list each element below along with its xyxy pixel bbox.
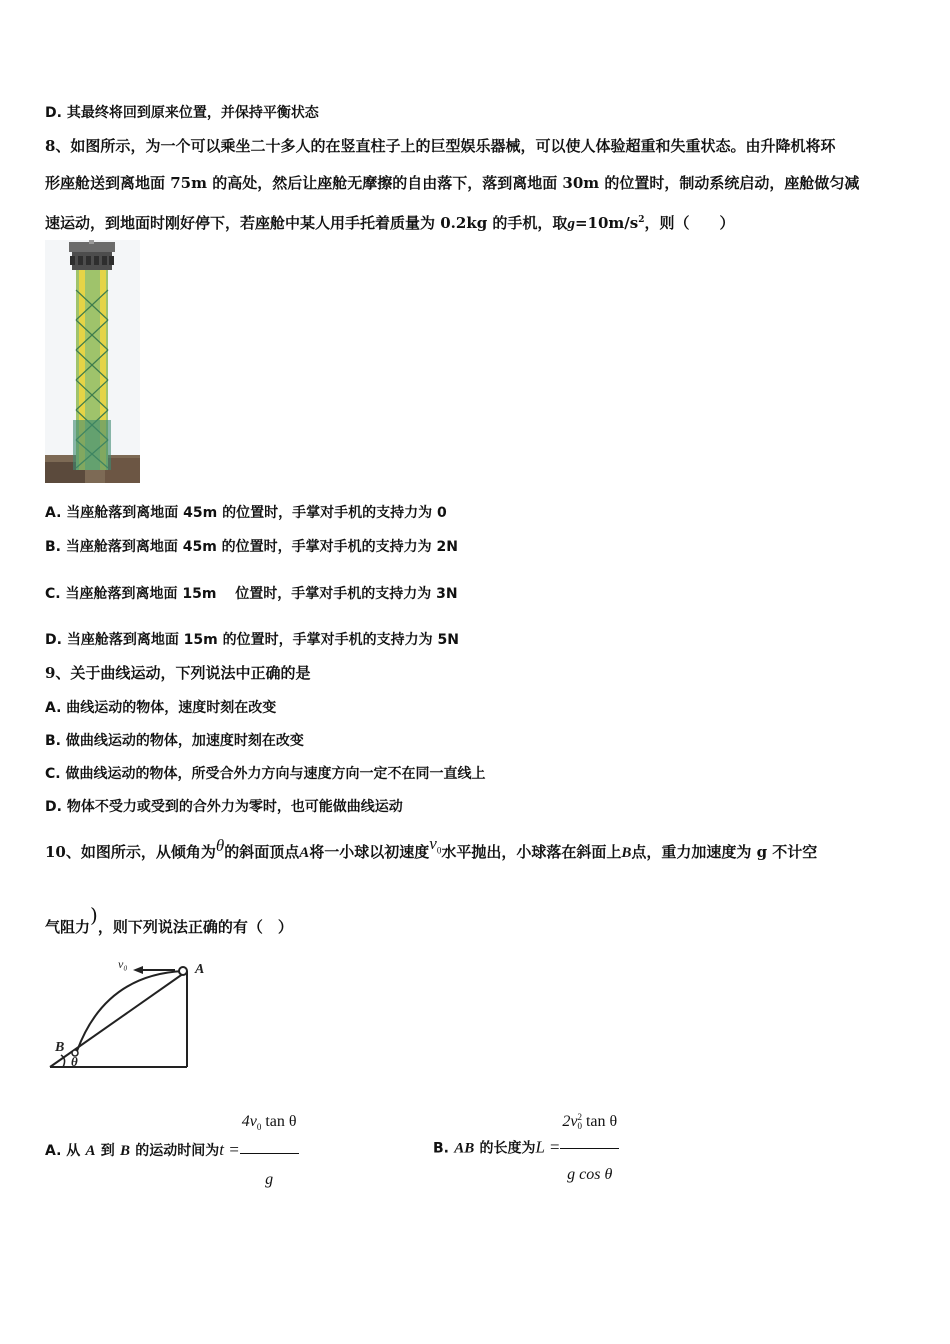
q7-option-d-text: D. 其最终将回到原来位置，并保持平衡状态 <box>45 105 319 121</box>
q10-v0-letter: v <box>429 834 437 853</box>
q9-stem: 9、关于曲线运动，下列说法中正确的是 <box>45 664 311 682</box>
q10-option-b-num-sup: 2 <box>577 1112 582 1123</box>
q10-option-b-label: 的长度为 <box>479 1140 536 1157</box>
q10-option-a-fraction <box>240 1098 299 1204</box>
q10-option-a-num-main: 4v <box>241 1113 257 1130</box>
q8-option-a-text: A. 当座舱落到离地面 45m 的位置时，手掌对手机的支持力为 0 <box>45 505 447 521</box>
q10-stem-1e: 点，重力加速度为 g 不计空 <box>631 843 818 861</box>
q8-option-c <box>45 583 458 604</box>
q8-option-a <box>45 502 447 523</box>
q8-stem-line-1: 8、如图所示，为一个可以乘坐二十多人的在竖直柱子上的巨型娱乐器械，可以使人体验超重和失重状态。由升降机将环 <box>45 137 836 155</box>
q8-stem-3c: ，则（ ） <box>644 214 735 232</box>
q8-option-b-text: B. 当座舱落到离地面 45m 的位置时，手掌对手机的支持力为 2N <box>45 539 459 555</box>
q10-stem-2a: 气阻力 <box>45 918 91 936</box>
q10-option-b-num-sub: 0 <box>577 1121 582 1132</box>
q10-option-b-num-main: 2v <box>562 1113 578 1130</box>
q10-stem-line-2 <box>45 903 293 937</box>
q10-option-b-prefix: B. <box>433 1140 449 1157</box>
incline-diagram <box>45 955 220 1073</box>
q10-option-a-lhs: t = <box>219 1140 240 1160</box>
tower-illustration <box>45 240 140 483</box>
q10-option-a-to: 到 <box>100 1143 115 1160</box>
q9-option-b-text: B. 做曲线运动的物体，加速度时刻在改变 <box>45 733 304 749</box>
figure-label-a: A <box>195 962 205 977</box>
q8-stem-line-3 <box>45 210 734 234</box>
q10-option-a-num-rest: tan θ <box>261 1113 297 1130</box>
q10-option-b-lhs: L = <box>535 1137 561 1157</box>
q10-v0-symbol <box>429 834 442 856</box>
q10-option-b-numerator <box>560 1098 619 1149</box>
q9-option-a-text: A. 曲线运动的物体，速度时刻在改变 <box>45 700 277 716</box>
q10-stem-1a: 10、如图所示，从倾角为 <box>45 843 216 861</box>
q8-option-b <box>45 536 458 557</box>
figure-label-v0: v₀ <box>118 957 128 971</box>
q9-option-c <box>45 763 485 784</box>
q7-option-d <box>45 102 319 123</box>
q10-option-a-denominator: g <box>265 1171 274 1189</box>
figure-label-theta: θ <box>71 1054 78 1069</box>
figure-label-b: B <box>55 1040 65 1055</box>
q10-option-b-ab: AB <box>454 1140 475 1157</box>
q10-option-a-prefix: A. 从 <box>45 1143 81 1160</box>
q10-incline-figure <box>45 955 220 1073</box>
q8-option-c-text: C. 当座舱落到离地面 15m 位置时，手掌对手机的支持力为 3N <box>45 586 458 602</box>
q10-option-a <box>45 1098 299 1204</box>
q10-option-a-num-sub: 0 <box>256 1122 262 1133</box>
q10-option-b <box>433 1098 619 1199</box>
q10-option-a-numerator <box>240 1098 299 1154</box>
q9-option-d-text: D. 物体不受力或受到的合外力为零时，也可能做曲线运动 <box>45 799 403 815</box>
q10-option-b-denominator: g cos θ <box>567 1166 613 1183</box>
q9-option-a <box>45 697 276 718</box>
q10-v0-sub: 0 <box>436 845 442 856</box>
q10-point-b: B <box>621 845 632 861</box>
q8-option-d <box>45 629 459 650</box>
q8-stem-3a: 速运动，到地面时刚好停下，若座舱中某人用手托着质量为 0.2kg 的手机，取 <box>45 214 568 232</box>
q8-g-value: =10m/s <box>574 214 639 232</box>
q8-g-symbol: g <box>567 216 575 232</box>
q8-stem-line-2: 形座舱送到离地面 75m 的高处，然后让座舱无摩擦的自由落下，落到离地面 30m 的位置时，制动系统启动，座舱做匀减 <box>45 174 860 192</box>
q10-paren: ) <box>90 903 98 927</box>
q9-option-c-text: C. 做曲线运动的物体，所受合外力方向与速度方向一定不在同一直线上 <box>45 766 486 782</box>
q10-option-b-fraction <box>560 1098 619 1199</box>
q10-stem-1b: 的斜面顶点 <box>224 843 300 861</box>
q10-stem-line-1 <box>45 834 818 868</box>
q8-unit-sup: 2 <box>638 215 645 225</box>
q9-option-d <box>45 796 403 817</box>
q8-option-d-text: D. 当座舱落到离地面 15m 的位置时，手掌对手机的支持力为 5N <box>45 632 459 648</box>
q10-point-a: A <box>299 845 310 861</box>
q10-option-a-label: 的运动时间为 <box>135 1143 220 1160</box>
q10-stem-1d: 水平抛出，小球落在斜面上 <box>441 843 622 861</box>
q10-stem-2b: ，则下列说法正确的有（ ） <box>97 918 293 936</box>
q8-tower-image <box>45 240 140 483</box>
q9-option-b <box>45 730 304 751</box>
q10-option-b-num-rest: tan θ <box>581 1113 618 1130</box>
q10-option-a-point-b: B <box>120 1143 131 1160</box>
q10-theta-symbol: θ <box>215 836 225 855</box>
q10-stem-1c: 将一小球以初速度 <box>309 843 430 861</box>
q10-option-a-point-a: A <box>85 1143 96 1160</box>
